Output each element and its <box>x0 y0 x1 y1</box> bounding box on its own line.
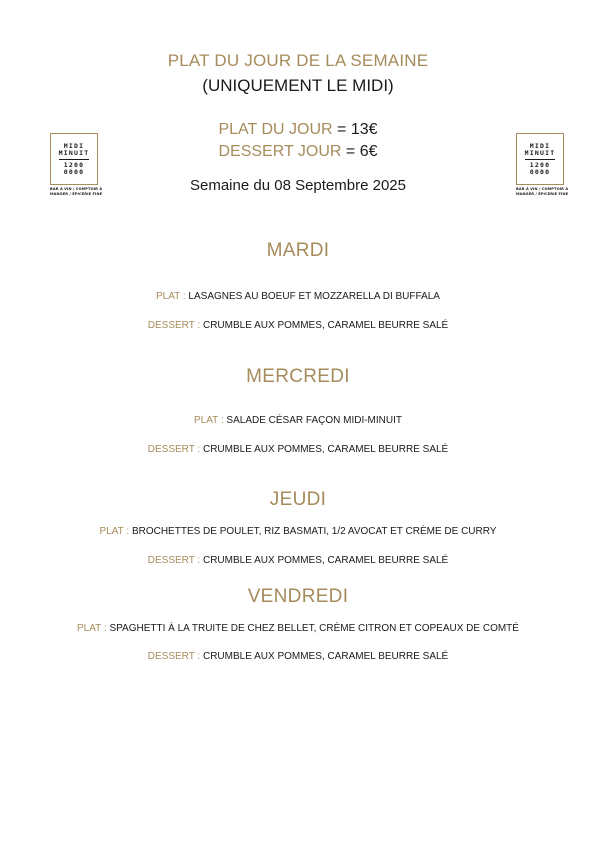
dessert-price-value: = 6€ <box>341 143 378 160</box>
plat-text: SALADE CÉSAR FAÇON MIDI-MINUIT <box>226 415 402 426</box>
logo-box <box>50 133 98 185</box>
dessert-text: CRUMBLE AUX POMMES, CARAMEL BEURRE SALÉ <box>202 320 449 331</box>
logo-text: MIDI <box>529 141 551 150</box>
logo-divider <box>59 159 89 160</box>
logo-right <box>516 133 569 196</box>
logo-divider <box>525 159 555 160</box>
logo-text: 1200 <box>63 160 85 169</box>
dessert-text: CRUMBLE AUX POMMES, CARAMEL BEURRE SALÉ <box>202 651 449 662</box>
dessert-line-vendredi <box>0 651 596 662</box>
day-heading-vendredi: VENDREDI <box>247 586 349 607</box>
plat-label: PLAT : <box>77 623 110 634</box>
dessert-text: CRUMBLE AUX POMMES, CARAMEL BEURRE SALÉ <box>202 555 449 566</box>
day-heading-mercredi: MERCREDI <box>246 366 350 387</box>
plat-label: PLAT : <box>99 526 132 537</box>
plat-line-mercredi <box>0 415 596 426</box>
plat-text: BROCHETTES DE POULET, RIZ BASMATI, 1/2 AVOCAT ET CRÈME DE CURRY <box>131 526 497 537</box>
plat-label: PLAT : <box>156 291 189 302</box>
dessert-line-jeudi <box>0 555 596 566</box>
logo-left <box>50 133 103 196</box>
logo-caption: MANGER / ÉPICERIE FINE <box>516 191 569 196</box>
dessert-label: DESSERT : <box>147 651 203 662</box>
dessert-text: CRUMBLE AUX POMMES, CARAMEL BEURRE SALÉ <box>202 444 449 455</box>
logo-text: 1200 <box>529 160 551 169</box>
plat-price-value: = 13€ <box>332 121 378 138</box>
logo-text: 0000 <box>63 167 85 176</box>
logo-text: MIDI <box>63 141 85 150</box>
page-title: PLAT DU JOUR DE LA SEMAINE <box>167 51 429 70</box>
plat-line-mardi <box>0 291 596 302</box>
logo-text: MINUIT <box>524 148 556 157</box>
plat-line-jeudi <box>0 526 596 537</box>
dessert-line-mardi <box>0 320 596 331</box>
plat-text: LASAGNES AU BOEUF ET MOZZARELLA DI BUFFALA <box>188 291 440 302</box>
day-heading-mardi: MARDI <box>266 240 330 261</box>
plat-text: SPAGHETTI À LA TRUITE DE CHEZ BELLET, CRÈME CITRON ET COPEAUX DE COMTÉ <box>109 623 519 634</box>
plat-line-vendredi <box>0 623 596 634</box>
plat-price-label: PLAT DU JOUR <box>218 121 333 138</box>
logo-caption: BAR À VIN / COMPTOIR À <box>516 187 569 191</box>
dessert-label: DESSERT : <box>147 320 203 331</box>
dessert-label: DESSERT : <box>147 444 203 455</box>
dessert-price-label: DESSERT JOUR <box>218 143 342 160</box>
week-date: Semaine du 08 Septembre 2025 <box>190 177 406 194</box>
logo-caption: BAR À VIN / COMPTOIR À <box>50 187 103 191</box>
logo-box <box>516 133 564 185</box>
dessert-label: DESSERT : <box>147 555 203 566</box>
day-heading-jeudi: JEUDI <box>269 489 327 510</box>
logo-text: MINUIT <box>58 148 90 157</box>
logo-caption: MANGER / ÉPICERIE FINE <box>50 191 103 196</box>
page-subtitle: (UNIQUEMENT LE MIDI) <box>202 76 394 95</box>
plat-label: PLAT : <box>194 415 227 426</box>
dessert-line-mercredi <box>0 444 596 455</box>
logo-text: 0000 <box>529 167 551 176</box>
